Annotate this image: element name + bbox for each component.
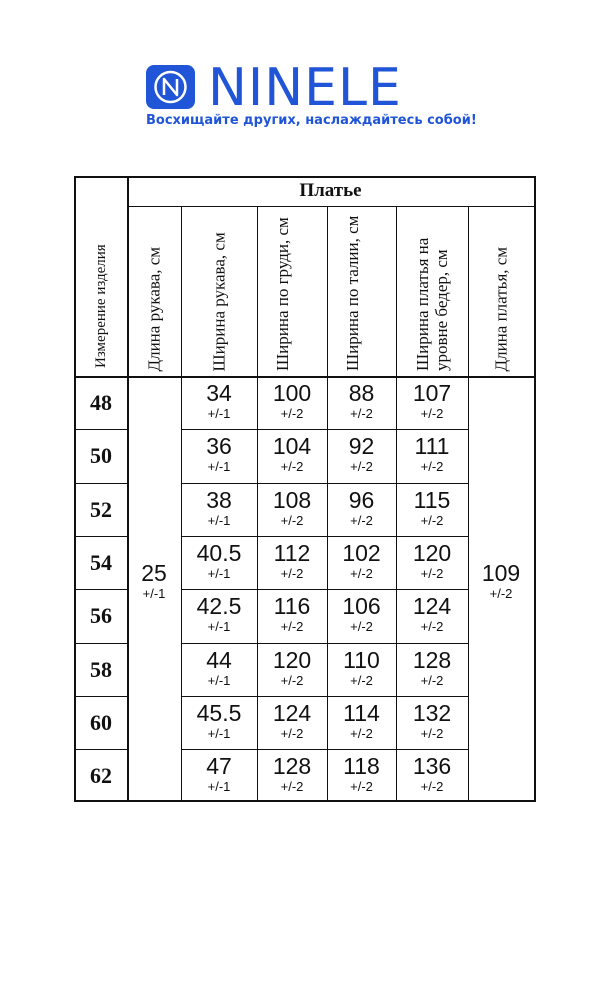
ninele-logo-icon <box>146 65 195 109</box>
hips-width-cell <box>396 434 468 475</box>
chest-width-cell-tolerance: +/-2 <box>280 512 304 528</box>
sleeve-width-cell-tolerance: +/-1 <box>207 406 231 421</box>
size-label: 56 <box>90 603 112 629</box>
waist-width-cell-value: 102 <box>342 539 381 566</box>
dress-length-header: Длина платья, см <box>491 246 511 371</box>
sleeve-width-cell-tolerance: +/-1 <box>207 725 231 741</box>
size-label: 58 <box>90 656 112 682</box>
hips-width-cell <box>396 701 468 742</box>
waist-width-cell <box>327 541 396 582</box>
sleeve-width-cell-value: 47 <box>206 753 232 780</box>
waist-width-cell-tolerance: +/-2 <box>350 619 373 635</box>
chest-width-cell <box>257 594 327 635</box>
hips-width-cell <box>396 381 468 422</box>
hips-width-cell-value: 115 <box>413 486 451 513</box>
sleeve-length-header: Длина рукава, см <box>144 246 164 371</box>
hips-width-cell-tolerance: +/-2 <box>420 512 444 528</box>
sleeve-width-cell-value: 36 <box>206 433 232 460</box>
dress-length-cell-value: 109 <box>481 560 521 587</box>
chest-width-cell-tolerance: +/-2 <box>280 406 304 421</box>
sleeve-width-cell-value: 40.5 <box>196 539 242 566</box>
hips-width-cell <box>396 594 468 635</box>
hips-width-cell-tolerance: +/-2 <box>420 406 444 421</box>
brand-header <box>140 58 480 138</box>
hips-width-cell-value: 132 <box>412 699 452 726</box>
waist-width-cell <box>327 701 396 742</box>
chest-width-cell-tolerance: +/-2 <box>280 725 304 741</box>
chest-width-cell-tolerance: +/-2 <box>280 672 304 688</box>
sleeve-width-cell-value: 44 <box>206 646 232 673</box>
chest-width-cell-value: 124 <box>272 699 312 726</box>
hips-width-header: Ширина платья на уровне бедер, см <box>413 237 451 371</box>
waist-width-cell-value: 118 <box>343 753 380 780</box>
row-divider <box>181 643 468 644</box>
sleeve-width-cell-tolerance: +/-1 <box>207 459 231 475</box>
hips-width-cell-value: 128 <box>412 646 452 673</box>
chest-width-cell-value: 108 <box>272 486 312 513</box>
row-divider <box>181 749 468 750</box>
chest-width-cell-value: 112 <box>273 539 311 566</box>
hips-width-cell <box>396 488 468 529</box>
sleeve-width-cell <box>181 701 257 742</box>
hips-width-cell-value: 136 <box>412 753 452 780</box>
waist-width-cell-tolerance: +/-2 <box>350 725 373 741</box>
waist-width-cell-value: 92 <box>348 433 375 460</box>
waist-width-cell-value: 88 <box>348 380 375 406</box>
size-label: 50 <box>90 443 112 469</box>
row-divider <box>181 483 468 484</box>
chest-width-cell <box>257 541 327 582</box>
hips-width-cell-tolerance: +/-2 <box>420 672 444 688</box>
hips-width-cell-tolerance: +/-2 <box>420 619 444 635</box>
waist-width-cell <box>327 434 396 475</box>
hips-width-cell-tolerance: +/-2 <box>420 459 444 475</box>
chest-width-cell <box>257 754 327 795</box>
waist-width-cell <box>327 381 396 422</box>
sleeve-length-cell-value: 25 <box>141 560 167 587</box>
chest-width-cell-tolerance: +/-2 <box>280 565 304 581</box>
row-divider <box>181 536 468 537</box>
hips-width-cell <box>396 648 468 689</box>
waist-width-cell-value: 106 <box>342 593 381 620</box>
size-label: 62 <box>90 763 112 789</box>
dress-length-cell <box>468 561 534 602</box>
sleeve-width-cell-tolerance: +/-1 <box>207 672 231 688</box>
sleeve-width-cell <box>181 754 257 795</box>
sleeve-width-cell-tolerance: +/-1 <box>207 779 231 795</box>
waist-width-cell <box>327 488 396 529</box>
waist-width-cell-tolerance: +/-2 <box>350 672 373 688</box>
chest-width-cell-value: 120 <box>272 646 312 673</box>
waist-width-cell <box>327 594 396 635</box>
sleeve-width-cell <box>181 488 257 529</box>
sleeve-width-cell <box>181 648 257 689</box>
sleeve-length-cell <box>127 561 181 602</box>
chest-width-cell <box>257 488 327 529</box>
sleeve-width-cell <box>181 434 257 475</box>
chest-width-cell-value: 116 <box>273 593 311 620</box>
waist-width-cell <box>327 648 396 689</box>
row-divider <box>76 429 127 430</box>
row-divider <box>76 696 127 697</box>
chest-width-cell <box>257 434 327 475</box>
chest-width-cell-tolerance: +/-2 <box>280 619 304 635</box>
hips-width-cell-tolerance: +/-2 <box>420 725 444 741</box>
hips-width-cell-value: 107 <box>412 380 452 406</box>
waist-width-cell-tolerance: +/-2 <box>350 779 373 795</box>
row-divider <box>76 643 127 644</box>
header-divider <box>76 376 534 378</box>
sleeve-width-cell-tolerance: +/-1 <box>207 619 231 635</box>
waist-width-cell <box>327 754 396 795</box>
brand-tagline: Восхищайте других, наслаждайтесь собой! <box>146 113 477 128</box>
chest-width-cell-value: 100 <box>272 380 312 406</box>
row-divider <box>76 749 127 750</box>
hips-width-cell-tolerance: +/-2 <box>420 565 444 581</box>
sleeve-width-cell <box>181 594 257 635</box>
hips-width-cell-tolerance: +/-2 <box>420 779 444 795</box>
waist-width-cell-value: 114 <box>343 699 380 726</box>
row-header-label: Измерение изделия <box>93 244 109 368</box>
row-divider <box>181 429 468 430</box>
row-divider <box>76 589 127 590</box>
sleeve-width-cell <box>181 381 257 422</box>
sleeve-width-cell <box>181 541 257 582</box>
hips-width-cell <box>396 754 468 795</box>
chest-width-cell <box>257 701 327 742</box>
title-divider <box>127 206 534 207</box>
waist-width-cell-tolerance: +/-2 <box>350 512 373 528</box>
size-table <box>74 176 536 802</box>
chest-width-header: Ширина по груди, см <box>273 217 292 371</box>
sleeve-length-cell-tolerance: +/-1 <box>142 586 166 602</box>
waist-width-cell-value: 96 <box>348 486 375 513</box>
dress-length-cell-tolerance: +/-2 <box>489 586 513 602</box>
sleeve-width-cell-tolerance: +/-1 <box>207 512 231 528</box>
hips-width-cell-value: 124 <box>412 593 452 620</box>
sleeve-width-cell-value: 45.5 <box>196 699 242 726</box>
sleeve-width-cell-tolerance: +/-1 <box>207 565 231 581</box>
waist-width-cell-tolerance: +/-2 <box>350 565 373 581</box>
sleeve-width-cell-value: 38 <box>206 486 232 513</box>
size-label: 48 <box>90 390 112 415</box>
hips-width-cell <box>396 541 468 582</box>
waist-width-cell-tolerance: +/-2 <box>350 406 373 421</box>
hips-width-cell-value: 120 <box>412 539 452 566</box>
size-label: 60 <box>90 709 112 735</box>
waist-width-header: Ширина по талии, см <box>342 215 362 371</box>
waist-width-cell-tolerance: +/-2 <box>350 459 373 475</box>
size-label: 52 <box>90 496 112 522</box>
chest-width-cell <box>257 381 327 422</box>
row-divider <box>76 536 127 537</box>
waist-width-cell-value: 110 <box>343 646 380 673</box>
chest-width-cell <box>257 648 327 689</box>
brand-name: NINELE <box>208 58 402 118</box>
chest-width-cell-value: 104 <box>272 433 312 460</box>
col-divider <box>468 206 469 800</box>
size-label: 54 <box>90 549 112 575</box>
chest-width-cell-tolerance: +/-2 <box>280 459 304 475</box>
row-divider <box>181 696 468 697</box>
chest-width-cell-tolerance: +/-2 <box>280 779 304 795</box>
chest-width-cell-value: 128 <box>272 753 312 780</box>
sleeve-width-cell-value: 34 <box>206 380 232 406</box>
table-title: Платье <box>299 180 362 201</box>
row-divider <box>181 589 468 590</box>
hips-width-cell-value: 111 <box>414 433 450 460</box>
col-divider <box>127 178 129 800</box>
row-divider <box>76 483 127 484</box>
sleeve-width-cell-value: 42.5 <box>196 593 242 620</box>
sleeve-width-header: Ширина рукава, см <box>209 231 229 371</box>
